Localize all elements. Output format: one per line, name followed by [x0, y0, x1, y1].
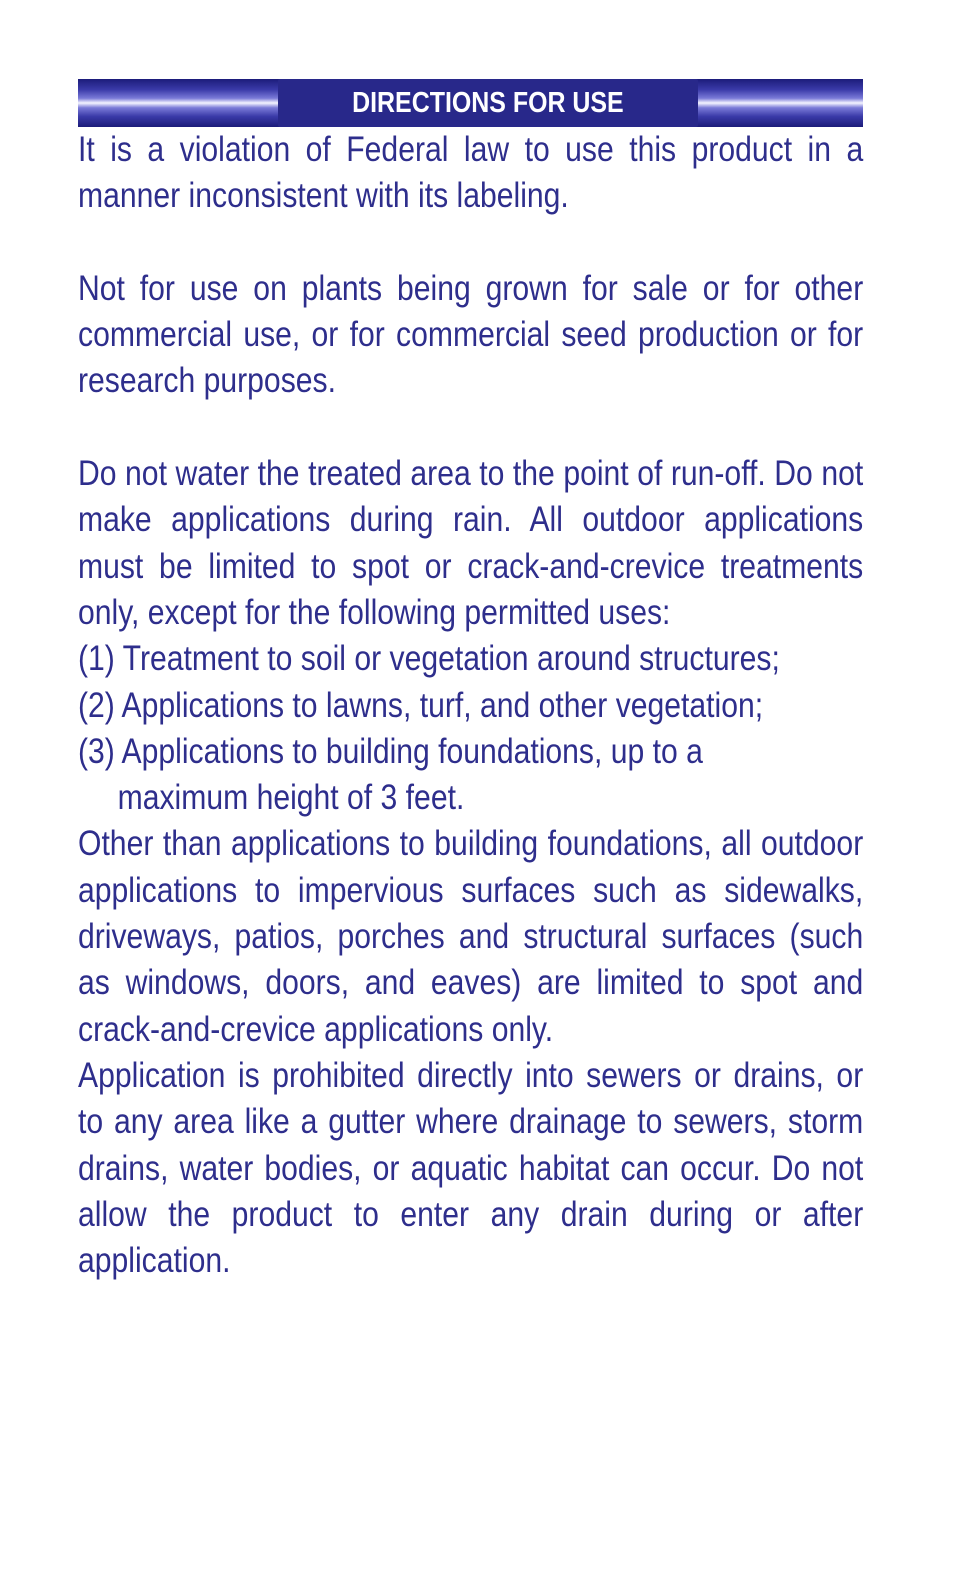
permitted-use-item-3-continued: maximum height of 3 feet.: [117, 778, 465, 818]
permitted-use-item-2: (2) Applications to lawns, turf, and other vegetation;: [78, 685, 764, 725]
permitted-use-item-3: (3) Applications to building foundations, up to a: [78, 731, 703, 771]
permitted-use-item-1: (1) Treatment to soil or vegetation around structures;: [78, 639, 780, 679]
section-header-title: DIRECTIONS FOR USE: [352, 86, 624, 119]
commercial-use-paragraph: Not for use on plants being grown for sale or for other commercial use, or for commercial seed production or for research purposes.: [78, 268, 864, 401]
outdoor-application-paragraph: Do not water the treated area to the point of run-off. Do not make applications during rain. All outdoor applications must be limited to spot or crack-and-crevice treatments only, except for the following permitted uses:: [78, 454, 864, 632]
directions-body: [78, 127, 863, 1284]
impervious-surfaces-paragraph: Other than applications to building foundations, all outdoor applications to impervious surfaces such as sidewalks, driveways, patios, porches and structural surfaces (such as windows, doors, and eaves) are limited to spot and crack-and-crevice applications only.: [78, 824, 864, 1049]
directions-for-use-panel: [78, 79, 863, 1284]
federal-law-paragraph: It is a violation of Federal law to use this product in a manner inconsistent with its labeling.: [78, 130, 864, 216]
section-header-bar: [78, 79, 863, 127]
paragraph-spacer: [78, 405, 863, 451]
sewers-drains-paragraph: Application is prohibited directly into sewers or drains, or to any area like a gutter where drainage to sewers, storm drains, water bodies, or aquatic habitat can occur. Do not allow the product to enter any drain during or after application.: [78, 1055, 864, 1281]
paragraph-spacer: [78, 220, 863, 266]
permitted-uses-list: [78, 636, 863, 821]
section-header-title-box: [278, 79, 698, 127]
